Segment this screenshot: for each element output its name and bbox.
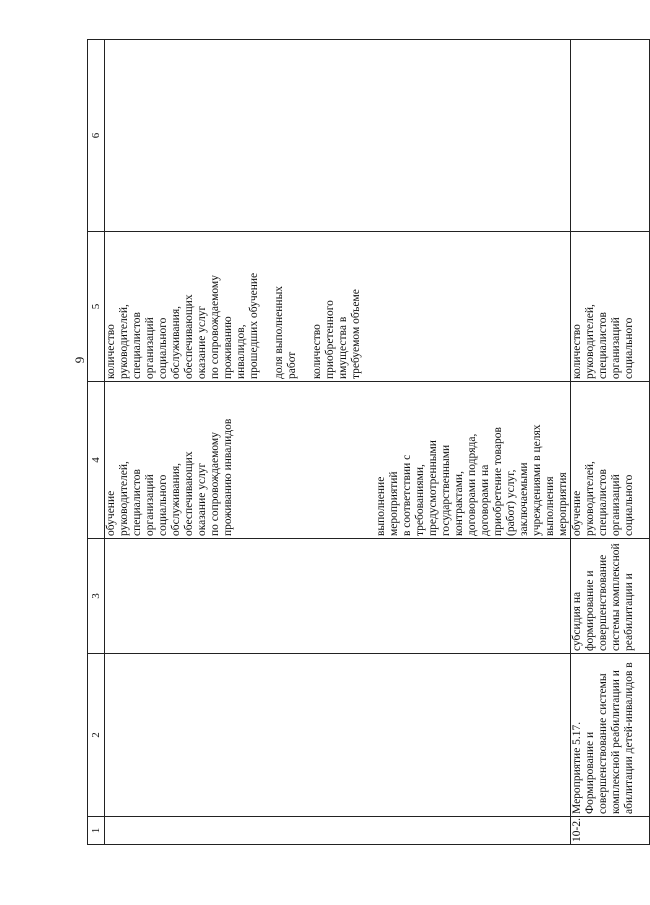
table-cell-4: [571, 382, 650, 539]
column-header: 2: [88, 654, 105, 817]
cell-text-line: социального: [157, 317, 169, 379]
cell-text-line: социального: [623, 474, 635, 536]
cell-text-line: социального: [157, 474, 169, 536]
cell-text-line: работ: [286, 351, 298, 379]
cell-text-line: специалистов: [131, 312, 143, 379]
cell-text-line: проживанию инвалидов: [222, 418, 234, 536]
cell-text-line: обеспечивающих: [183, 451, 195, 536]
cell-text-line: приобретенного: [324, 300, 336, 379]
cell-text-line: мероприятия: [557, 472, 569, 536]
cell-text-line: оказание услуг: [196, 305, 208, 379]
cell-text-line: абилитации детей-инвалидов в: [623, 662, 635, 814]
block-spacer: [235, 384, 375, 536]
cell-text-line: приобретение товаров: [492, 427, 504, 536]
cell-text-line: совершенствование: [597, 554, 609, 651]
cell-text-line: организаций: [610, 474, 622, 536]
cell-text-line: организаций: [144, 474, 156, 536]
table-cell-3: [105, 539, 571, 654]
cell-text-line: организаций: [144, 317, 156, 379]
cell-text-line: специалистов: [597, 469, 609, 536]
block-spacer: [261, 234, 273, 379]
cell-text-line: предусмотренными: [427, 440, 439, 536]
cell-text-line: выполнение: [375, 476, 387, 536]
cell-text-line: обслуживания,: [170, 463, 182, 536]
cell-text-line: государственными: [440, 444, 452, 536]
column-header: 1: [88, 817, 105, 845]
rotated-table-container: [87, 40, 635, 845]
table-cell-3: [571, 539, 650, 654]
cell-text-line: по сопровождаемому: [209, 275, 221, 379]
cell-text-line: реабилитации и: [623, 573, 635, 651]
table-cell-4: [105, 382, 571, 539]
cell-text-line: руководителей,: [584, 461, 596, 536]
page-number: 9: [72, 356, 87, 364]
table-row: [571, 40, 650, 845]
table-cell-6: [105, 40, 571, 232]
cell-text-line: требованиями,: [414, 464, 426, 536]
cell-text-line: совершенствование системы: [597, 673, 609, 814]
cell-text-line: специалистов: [597, 312, 609, 379]
cell-text-line: 10-2.: [571, 818, 583, 842]
cell-text-line: количество: [571, 324, 583, 379]
cell-text-line: специалистов: [131, 469, 143, 536]
cell-text-line: требуемом объеме: [350, 289, 362, 379]
measures-table: [87, 39, 650, 845]
cell-text-line: количество: [105, 324, 117, 379]
table-row: [105, 40, 571, 845]
cell-text-line: доля выполненных: [273, 285, 285, 379]
cell-text-line: комплексной реабилитации и: [610, 670, 622, 814]
column-header: 6: [88, 40, 105, 232]
cell-text-line: оказание услуг: [196, 462, 208, 536]
cell-text-line: имущества в: [337, 316, 349, 379]
cell-text-line: формирование и: [584, 570, 596, 651]
table-cell-5: [571, 232, 650, 382]
cell-text-line: в соответствии с: [401, 454, 413, 536]
cell-text-line: учреждениями в целях: [531, 424, 543, 536]
cell-text-line: договорами на: [479, 464, 491, 536]
block-spacer: [299, 234, 311, 379]
cell-text-line: руководителей,: [584, 304, 596, 379]
cell-text-line: Формирование и: [584, 731, 596, 814]
cell-text-line: выполнения: [544, 476, 556, 536]
cell-text-line: обеспечивающих: [183, 294, 195, 379]
cell-text-line: системы комплексной: [610, 543, 622, 651]
table-cell-2: [571, 654, 650, 817]
cell-text-line: Мероприятие 5.17.: [571, 721, 583, 814]
cell-text-line: обучение: [571, 490, 583, 536]
column-header: 3: [88, 539, 105, 654]
cell-text-line: обучение: [105, 490, 117, 536]
cell-text-line: контрактами,: [453, 471, 465, 536]
page-sheet: [87, 40, 635, 845]
cell-text-line: субсидия на: [571, 591, 583, 651]
cell-text-line: количество: [311, 324, 323, 379]
table-cell-1: [105, 817, 571, 845]
cell-text-line: по сопровождаемому: [209, 432, 221, 536]
header-row: [88, 40, 105, 845]
cell-text-line: обслуживания,: [170, 306, 182, 379]
table-cell-2: [105, 654, 571, 817]
column-header: 5: [88, 232, 105, 382]
cell-text-line: (работ) услуг,: [505, 469, 517, 536]
cell-text-line: договорами подряда,: [466, 433, 478, 536]
cell-text-line: руководителей,: [118, 304, 130, 379]
cell-text-line: инвалидов,: [235, 324, 247, 379]
column-header: 4: [88, 382, 105, 539]
table-cell-1: [571, 817, 650, 845]
cell-text-line: социального: [623, 317, 635, 379]
table-cell-6: [571, 40, 650, 232]
cell-text-line: мероприятий: [388, 471, 400, 536]
table-cell-5: [105, 232, 571, 382]
cell-text-line: проживанию: [222, 316, 234, 379]
cell-text-line: прошедших обучение: [248, 272, 260, 379]
cell-text-line: заключаемыми: [518, 462, 530, 536]
cell-text-line: руководителей,: [118, 461, 130, 536]
cell-text-line: организаций: [610, 317, 622, 379]
